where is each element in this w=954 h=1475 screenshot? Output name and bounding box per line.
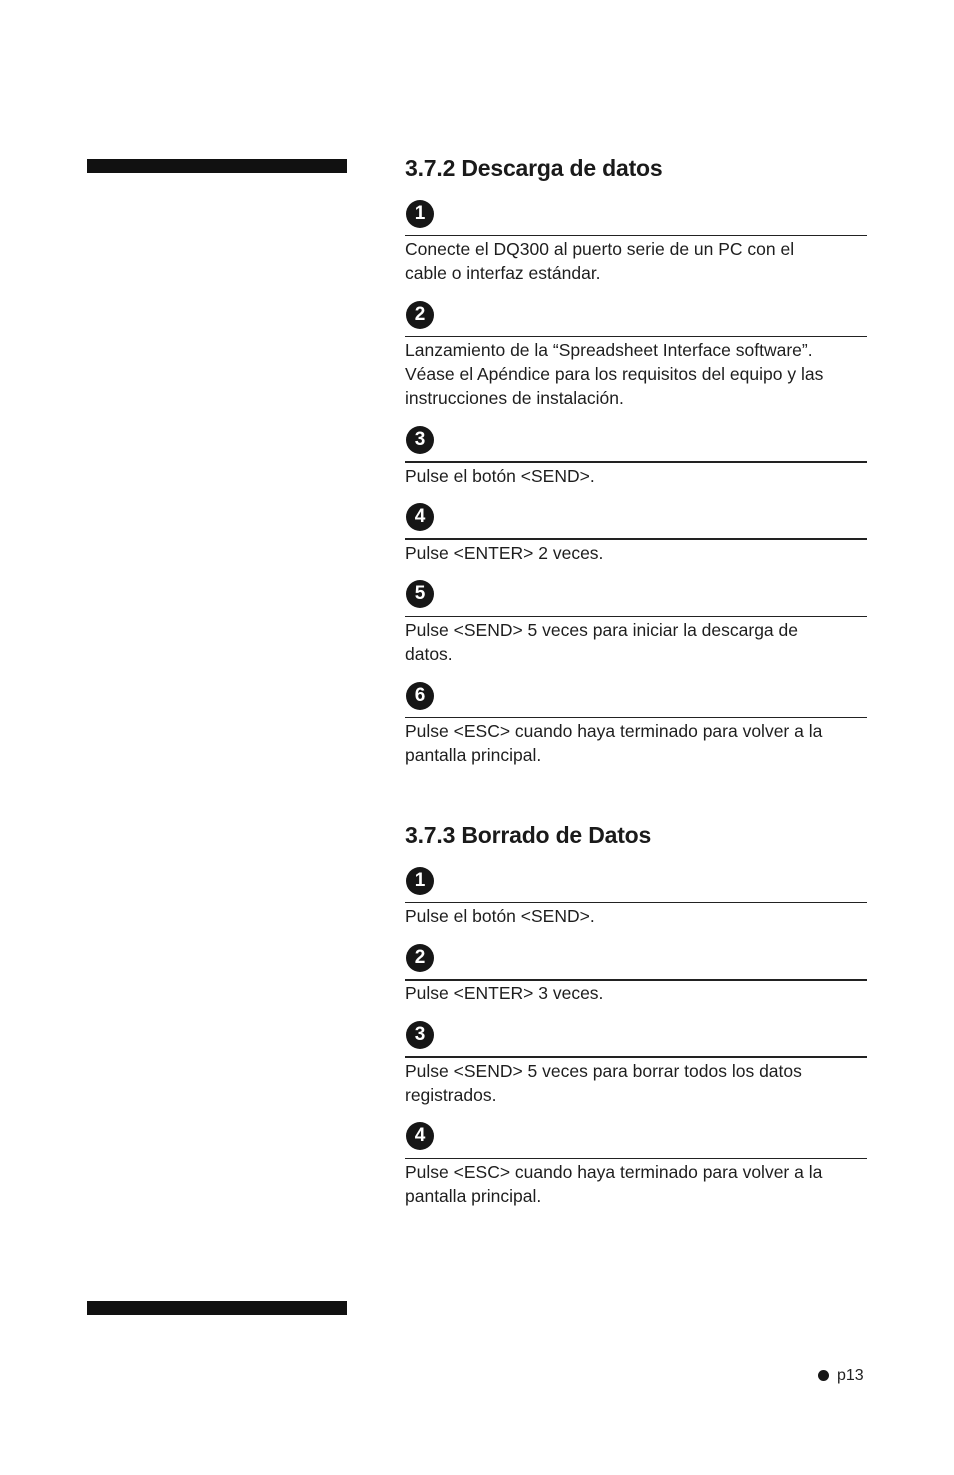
step-text: [405, 237, 867, 285]
step-divider: [405, 461, 867, 463]
step-divider: [405, 1056, 867, 1058]
step-text-line: pantalla principal.: [405, 745, 542, 765]
side-bar-top: [87, 159, 347, 173]
step-text: [405, 719, 867, 767]
step-divider: [405, 336, 867, 337]
step-text-line: Pulse <ENTER> 2 veces.: [405, 543, 604, 563]
step-text-line: datos.: [405, 644, 453, 664]
step-text-line: Pulse el botón <SEND>.: [405, 906, 595, 926]
step-number-badge: 3: [406, 426, 434, 454]
step-text: [405, 1059, 867, 1107]
step-text-line: pantalla principal.: [405, 1186, 542, 1206]
step-number-badge: 2: [406, 301, 434, 329]
step-text-line: Pulse <ENTER> 3 veces.: [405, 983, 604, 1003]
side-bar-bottom: [87, 1301, 347, 1315]
step-text-line: Conecte el DQ300 al puerto serie de un PC con el: [405, 239, 795, 259]
step-text: [405, 618, 867, 666]
section-title-download: 3.7.2 Descarga de datos: [405, 155, 663, 181]
step-number-badge: 2: [406, 944, 434, 972]
step-number-badge: 6: [406, 682, 434, 710]
step-text: [405, 904, 867, 928]
step-divider: [405, 1158, 867, 1159]
step-text-line: Lanzamiento de la “Spreadsheet Interface software”.: [405, 340, 813, 360]
step-divider: [405, 902, 867, 903]
step-text-line: Pulse <SEND> 5 veces para borrar todos los datos: [405, 1061, 802, 1081]
step-text-line: Véase el Apéndice para los requisitos del equipo y las: [405, 364, 824, 384]
bullet-icon: [818, 1370, 829, 1381]
step-text: [405, 541, 867, 565]
step-text-line: Pulse <SEND> 5 veces para iniciar la descarga de: [405, 620, 798, 640]
step-text: [405, 1160, 867, 1208]
step-number-badge: 4: [406, 1122, 434, 1150]
step-text-line: Pulse el botón <SEND>.: [405, 466, 595, 486]
step-number-badge: 3: [406, 1021, 434, 1049]
step-text: [405, 338, 867, 410]
step-number-badge: 1: [406, 200, 434, 228]
step-text-line: cable o interfaz estándar.: [405, 263, 601, 283]
step-divider: [405, 717, 867, 718]
step-text: [405, 464, 867, 488]
step-text-line: registrados.: [405, 1085, 497, 1105]
step-divider: [405, 538, 867, 540]
content-column: [405, 0, 867, 1475]
step-text-line: Pulse <ESC> cuando haya terminado para volver a la: [405, 721, 823, 741]
step-divider: [405, 235, 867, 236]
step-divider: [405, 616, 867, 617]
step-text: [405, 981, 867, 1005]
step-text-line: Pulse <ESC> cuando haya terminado para volver a la: [405, 1162, 823, 1182]
section-title-delete: 3.7.3 Borrado de Datos: [405, 822, 652, 848]
step-number-badge: 4: [406, 503, 434, 531]
step-number-badge: 1: [406, 867, 434, 895]
page-footer: [818, 1367, 864, 1385]
page-number: p13: [837, 1367, 864, 1384]
step-number-badge: 5: [406, 580, 434, 608]
step-text-line: instrucciones de instalación.: [405, 388, 624, 408]
